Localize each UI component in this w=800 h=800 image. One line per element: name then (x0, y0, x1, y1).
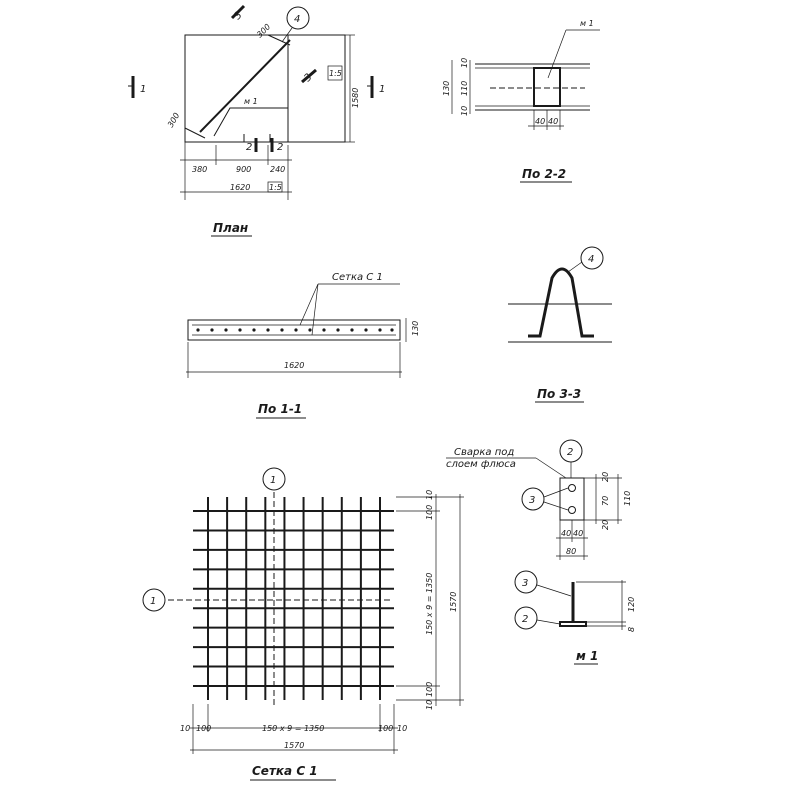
m1-callout-2-side-number: 2 (522, 614, 529, 625)
m1-detail (515, 440, 636, 664)
plan-dim-300-lower: 300 (165, 111, 182, 129)
m1-dim-70: 70 (601, 495, 610, 506)
mesh-right-dim-mid: 150 x 9 = 1350 (425, 572, 434, 635)
mesh-bottom-dim-total: 1570 (284, 741, 305, 750)
sec22-title: По 2-2 (522, 167, 567, 181)
sec33-callout-4-number: 4 (588, 254, 595, 265)
sec33-title: По 3-3 (537, 387, 582, 401)
m1-stud-bottom (569, 507, 576, 514)
plan-part-m1-shape (214, 108, 288, 136)
plan-dim-300-upper: 300 (255, 22, 273, 40)
section-2-2 (442, 19, 600, 182)
sec22-dim-10-top: 10 (460, 57, 469, 68)
section-1-1 (186, 272, 420, 418)
plan-section-1-right-label: 1 (379, 84, 386, 95)
sec22-part-leader (548, 30, 566, 78)
mesh-right-dim-100-top: 100 (425, 504, 434, 520)
sec11-title: По 1-1 (258, 402, 303, 416)
sec22-part-label: м 1 (580, 19, 594, 28)
m1-dim-40-right: 40 (573, 529, 584, 538)
m1-dim-120: 120 (627, 596, 636, 612)
m1-callout-2-side-leader (537, 620, 560, 624)
mesh-bottom-dim-10-right: 10 (397, 724, 408, 733)
mesh-bottom-dim-10-left: 10 (180, 724, 191, 733)
plan-dim-1620: 1620 (230, 183, 251, 192)
weld-note (446, 447, 566, 478)
sec22-dim-130: 130 (442, 80, 451, 96)
sec33-lifting-loop (528, 269, 594, 336)
sec22-dim-10-bottom: 10 (460, 105, 469, 116)
mesh-bottom-dim-100-right: 100 (378, 724, 394, 733)
m1-callout-2-top-number: 2 (567, 447, 574, 458)
sec11-rebar-dots (196, 328, 393, 331)
plan-scale-tag-bottom: 1:5 (269, 183, 282, 192)
m1-callout-3-number: 3 (529, 495, 536, 506)
mesh-c1 (143, 468, 464, 780)
m1-callout-3-side-leader (537, 585, 571, 596)
mesh-right-dim-10-bottom: 10 (425, 699, 434, 710)
mesh-bottom-dim-mid: 150 x 9 = 1350 (262, 724, 325, 733)
mesh-callout-top-number: 1 (270, 475, 277, 486)
mesh-title: Сетка С 1 (252, 764, 318, 778)
plan-section-3-mid-label: 3 (302, 71, 315, 85)
plan-diagonal-tick-up (268, 35, 290, 45)
plan-dim-240: 240 (270, 165, 286, 174)
sec11-dim-1620: 1620 (284, 361, 305, 370)
plan-part-m1-label: м 1 (244, 97, 258, 106)
plan-dim-900: 900 (236, 165, 252, 174)
plan-section-1-left-label: 1 (140, 84, 147, 95)
weld-note-line1: Сварка под (454, 447, 515, 458)
section-3-3 (508, 247, 612, 402)
sec22-dim-40-left: 40 (535, 117, 546, 126)
sec22-dim-40-right: 40 (548, 117, 559, 126)
mesh-bottom-dim-100-left: 100 (196, 724, 212, 733)
plan-title: План (213, 221, 249, 235)
plan-section-2-left-label: 2 (246, 142, 253, 153)
mesh-right-dim-10-top: 10 (425, 489, 434, 500)
sec22-embedded-part (534, 68, 560, 106)
m1-dim-40-left: 40 (561, 529, 572, 538)
plan-scale-tag-right: 1:5 (329, 69, 342, 78)
plan-dim-380: 380 (192, 165, 208, 174)
m1-stud-top (569, 485, 576, 492)
plan-view (128, 6, 385, 236)
m1-callout-3-leader-b (544, 502, 568, 510)
m1-dim-80: 80 (566, 547, 577, 556)
sec33-callout-leader (568, 262, 582, 272)
m1-callout-3-leader-a (544, 488, 568, 497)
weld-note-leader (536, 458, 566, 478)
m1-dim-110: 110 (623, 490, 632, 506)
weld-note-line2: слоем флюса (446, 459, 516, 470)
m1-dim-8: 8 (627, 626, 636, 632)
sec11-mesh-label: Сетка С 1 (332, 272, 383, 283)
mesh-right-dim-total: 1570 (449, 591, 458, 612)
plan-dim-height: 1580 (351, 87, 360, 108)
plan-diagonal-bar (200, 40, 290, 132)
m1-title: м 1 (576, 649, 599, 663)
m1-callout-3-side-number: 3 (522, 578, 529, 589)
plan-outline (185, 35, 345, 142)
sec11-slab (188, 320, 400, 340)
mesh-callout-left-number: 1 (150, 596, 157, 607)
m1-dim-20-bottom: 20 (601, 519, 610, 530)
m1-dim-20-top: 20 (601, 471, 610, 482)
plan-section-3-top-label: 3 (232, 9, 245, 23)
sec22-dim-110: 110 (460, 80, 469, 96)
mesh-grid (193, 497, 394, 700)
sec11-dim-130: 130 (411, 320, 420, 336)
m1-plate-side (560, 622, 586, 626)
mesh-right-dim-100-bottom: 100 (425, 681, 434, 697)
plan-section-2-right-label: 2 (277, 142, 284, 153)
plan-callout-4-number: 4 (294, 14, 301, 25)
